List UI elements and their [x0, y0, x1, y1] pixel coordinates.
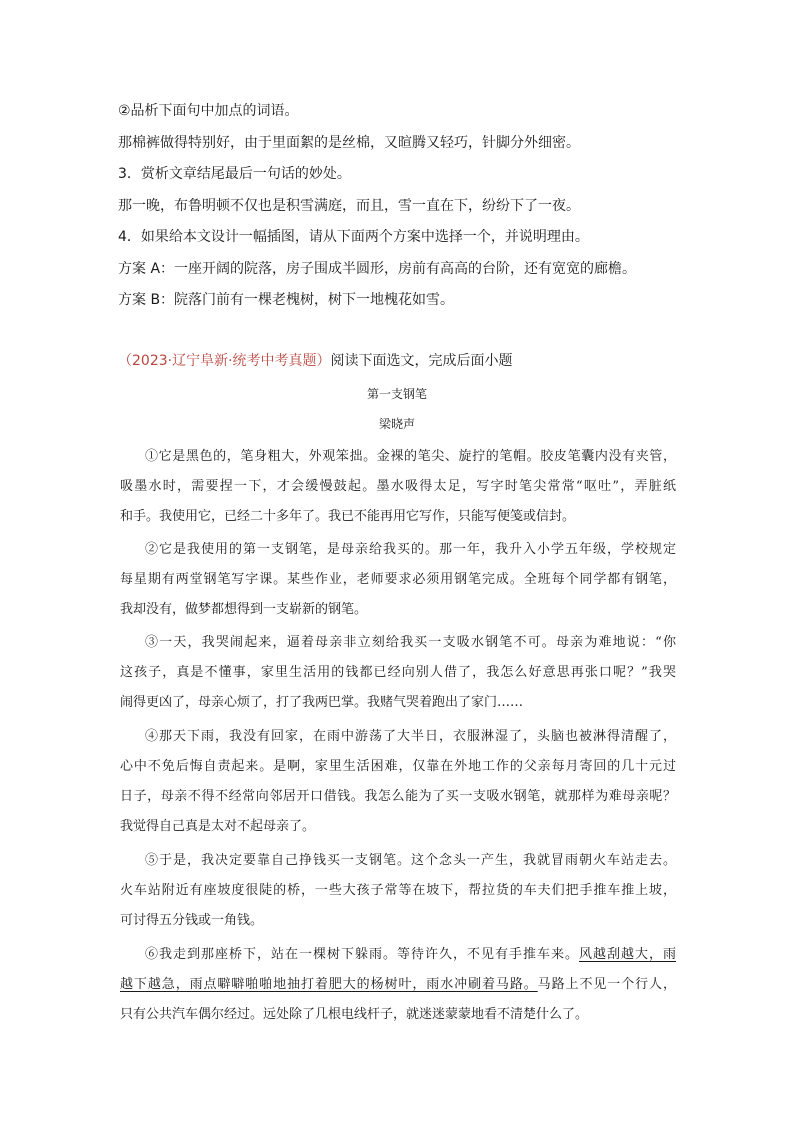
paragraph-2-line-1: ②它是我使用的第一支钢笔，是母亲给我买的。那一年，我升入小学五年级，学校规定 — [145, 542, 676, 557]
paragraph-4-line-3: 日子，母亲不得不经常向邻居开口借钱。我怎么能为了买一支吸水钢笔，就那样为难母亲呢？ — [120, 789, 676, 804]
paragraph-1-line-3: 和手。我使用它，已经二十多年了。我已不能再用它写作，只能写便笺或信封。 — [120, 509, 576, 524]
article-author: 梁晓声 — [378, 417, 415, 431]
paragraph-6-text: ⑥我走到那座桥下，站在一棵树下躲雨。等待许久，不见有手推车来。 — [145, 947, 579, 962]
question-3-sentence: 那一晚，布鲁明顿不仅也是积雪满庭，而且，雪一直在下，纷纷下了一夜。 — [118, 198, 580, 214]
paragraph-3-line-3: 闹得更凶了，母亲心烦了，打了我两巴掌。我赌气哭着跑出了家门…… — [120, 695, 524, 710]
option-a: 方案 A：一座开阔的院落，房子围成半圆形，房前有高高的台阶，还有宽宽的廊檐。 — [118, 261, 637, 277]
paragraph-4-line-1: ④那天下雨，我没有回家，在雨中游荡了大半日，衣服淋湿了，头脑也被淋得清醒了， — [145, 729, 676, 744]
article-title: 第一支钢笔 — [366, 387, 427, 401]
question-2-sentence: 那棉裤做得特别好，由于里面絮的是丝棉，又暄腾又轻巧，针脚分外细密。 — [118, 135, 580, 151]
paragraph-6-line-3: 只有公共汽车偶尔经过。远处除了几根电线杆子，就迷迷蒙蒙地看不清楚什么了。 — [120, 1007, 589, 1022]
source-line — [118, 351, 718, 371]
paragraph-3-line-1: ③一天，我哭闹起来，逼着母亲非立刻给我买一支吸水钢笔不可。母亲为难地说：“你 — [145, 635, 676, 650]
question-3: 3．赏析文章结尾最后一句话的妙处。 — [118, 166, 351, 182]
paragraph-6-line-1 — [145, 945, 676, 965]
paragraph-5-line-2: 火车站附近有座坡度很陡的桥，一些大孩子常等在坡下，帮拉货的车夫们把手推车推上坡， — [120, 883, 676, 898]
source-tag: （2023·辽宁阜新·统考中考真题） — [118, 353, 331, 369]
paragraph-1-line-1: ①它是黑色的，笔身粗大，外观笨拙。金裸的笔尖、旋拧的笔帽。胶皮笔囊内没有夹管， — [145, 449, 676, 464]
paragraph-4-line-4: 我觉得自己真是太对不起母亲了。 — [120, 819, 316, 834]
underlined-sentence: 越下越急，雨点噼噼啪啪地抽打着肥大的杨树叶，雨水冲刷着马路。 — [120, 977, 538, 992]
paragraph-3-line-2: 这孩子，真是不懂事，家里生活用的钱都已经向别人借了，我怎么好意思再张口呢？”我哭 — [120, 665, 676, 680]
paragraph-6-text: 马路上不见一个行人， — [537, 977, 676, 992]
question-4: 4．如果给本文设计一幅插图，请从下面两个方案中选择一个，并说明理由。 — [118, 229, 589, 245]
paragraph-2-line-2: 每星期有两堂钢笔写字课。某些作业，老师要求必须用钢笔完成。全班每个同学都有钢笔， — [120, 572, 676, 587]
source-instruction: 阅读下面选文，完成后面小题 — [330, 353, 513, 369]
paragraph-6-line-2 — [120, 975, 676, 995]
paragraph-5-line-1: ⑤于是，我决定要靠自己挣钱买一支钢笔。这个念头一产生，我就冒雨朝火车站走去。 — [145, 853, 676, 868]
paragraph-2-line-3: 我却没有，做梦都想得到一支崭新的钢笔。 — [120, 602, 368, 617]
underlined-sentence: 风越刮越大，雨 — [578, 947, 676, 962]
paragraph-4-line-2: 心中不免后悔自责起来。是啊，家里生活困难，仅靠在外地工作的父亲每月寄回的几十元过 — [120, 759, 676, 774]
paragraph-1-line-2: 吸墨水时，需要捏一下，才会缓慢鼓起。墨水吸得太足，写字时笔尖常常“呕吐”，弄脏纸 — [120, 479, 676, 494]
paragraph-5-line-3: 可讨得五分钱或一角钱。 — [120, 913, 264, 928]
option-b: 方案 B：院落门前有一棵老槐树，树下一地槐花如雪。 — [118, 292, 455, 308]
question-2-sub: ②品析下面句中加点的词语。 — [118, 103, 299, 119]
